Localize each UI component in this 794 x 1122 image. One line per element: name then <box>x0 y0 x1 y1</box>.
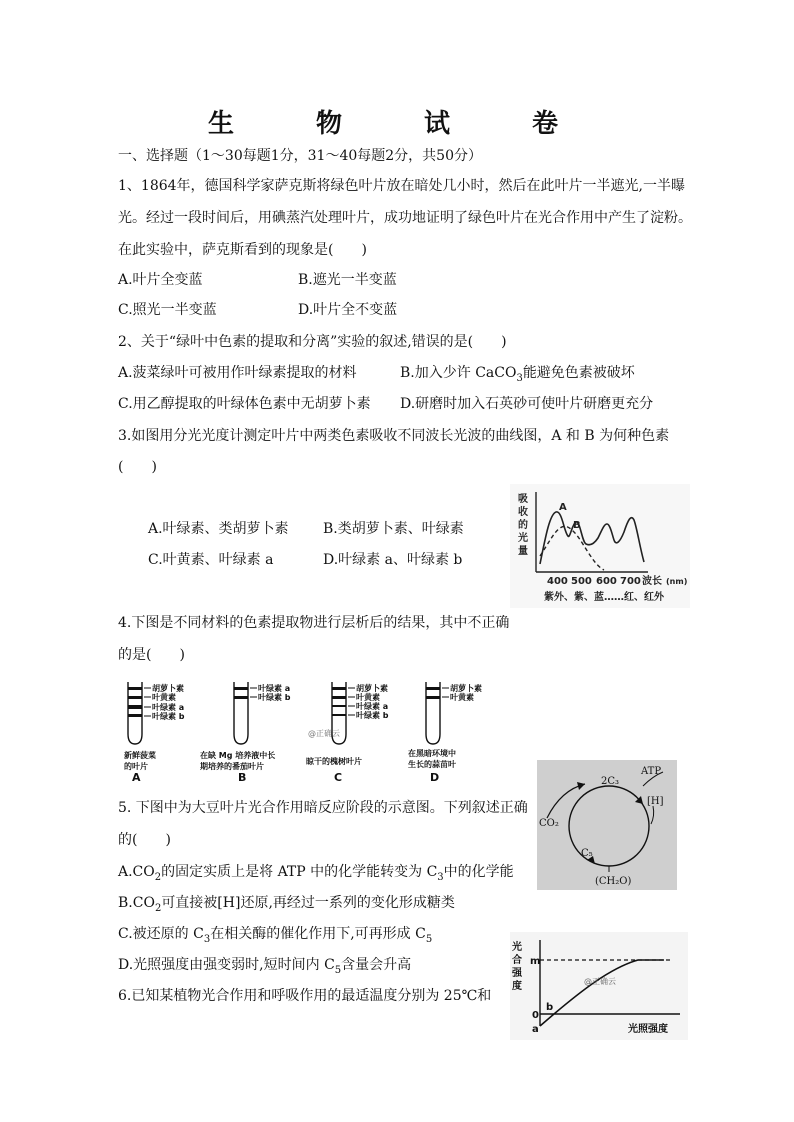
tick-600: 600 <box>596 576 617 587</box>
tick-500: 500 <box>571 576 592 587</box>
q4-stem-line1: 4.下图是不同材料的色素提取物进行层析后的结果，其中不正确 <box>118 615 510 631</box>
svg-text:叶绿素 a: 叶绿素 a <box>152 703 185 712</box>
svg-text:的叶片: 的叶片 <box>124 762 148 771</box>
curve-b <box>540 526 604 570</box>
q3-ylabel-4: 光 <box>518 533 528 544</box>
q3-option-a: A.叶绿素、类胡萝卜素 <box>148 521 289 537</box>
q1-option-d: D.叶片全不变蓝 <box>298 302 398 318</box>
q2-option-a: A.菠菜绿叶可被用作叶绿素提取的材料 <box>118 365 357 381</box>
svg-text:胡萝卜素: 胡萝卜素 <box>152 684 184 693</box>
q1-option-c: C.照光一半变蓝 <box>118 302 217 318</box>
q3-option-d: D.叶绿素 a、叶绿素 b <box>323 552 463 568</box>
svg-text:叶黄素: 叶黄素 <box>152 693 176 702</box>
q4-watermark: @正确云 <box>308 729 340 738</box>
q3-ylabel-1: 吸 <box>518 494 528 505</box>
q2-option-c: C.用乙醇提取的叶绿体色素中无胡萝卜素 <box>118 396 371 412</box>
q3-stem-line2: ( ) <box>118 459 157 475</box>
q5-option-b: $B.CO_2$可直接被[H]还原,再经过一系列的变化形成糖类 <box>118 895 455 914</box>
q3-stem-line1: 3.如图用分光光度计测定叶片中两类色素吸收不同波长光波的曲线图，A 和 B 为何种色素 <box>118 428 670 444</box>
q5-stem-line1: 5. 下图中为大豆叶片光合作用暗反应阶段的示意图。下列叙述正确 <box>118 800 528 816</box>
q1-stem-line2: 光。经过一段时间后，用碘蒸汽处理叶片，成功地证明了绿色叶片在光合作用中产生了淀粉。 <box>118 210 692 226</box>
peak-a-label: A <box>559 502 567 513</box>
q1-option-a: A.叶片全变蓝 <box>118 272 203 288</box>
svg-text:叶绿素 a: 叶绿素 a <box>356 702 389 711</box>
calvin-cycle-figure <box>537 760 677 890</box>
chromatography-figure <box>118 676 508 784</box>
q6-xlabel: 光照强度 <box>628 1024 668 1035</box>
c3-label: 2C₃ <box>601 776 620 787</box>
svg-text:C: C <box>334 771 343 784</box>
peak-b-label: B <box>573 520 581 531</box>
q5-option-d: D.光照强度由强变弱时,短时间内 $C_5$含量会升高 <box>118 957 412 976</box>
q1-option-b: B.遮光一半变蓝 <box>298 272 397 288</box>
svg-text:新鲜菠菜: 新鲜菠菜 <box>124 751 156 760</box>
tube-d <box>408 682 482 784</box>
svg-text:期培养的番茄叶片: 期培养的番茄叶片 <box>200 762 264 771</box>
page-title: 生 物 试 卷 <box>207 109 586 139</box>
tube-a <box>124 682 185 784</box>
section-heading: 一、选择题（1～30每题1分，31～40每题2分，共50分） <box>118 148 482 164</box>
svg-text:a: a <box>532 1024 539 1035</box>
svg-text:B: B <box>238 771 247 784</box>
svg-text:在黑暗环境中: 在黑暗环境中 <box>408 749 456 758</box>
q3-ylabel-3: 的 <box>518 520 528 531</box>
q3-option-b: B.类胡萝卜素、叶绿素 <box>323 521 464 537</box>
tube-b <box>200 682 291 784</box>
q2-stem: 2、关于“绿叶中色素的提取和分离”实验的叙述,错误的是( ) <box>118 334 507 350</box>
svg-text:晾干的槐树叶片: 晾干的槐树叶片 <box>306 757 362 766</box>
svg-text:度: 度 <box>512 981 522 992</box>
svg-text:0: 0 <box>532 1010 539 1021</box>
svg-text:D: D <box>430 771 440 784</box>
q3-ylabel-5: 量 <box>518 546 528 557</box>
q3-option-c: C.叶黄素、叶绿素 a <box>148 552 274 568</box>
q6-watermark: @正确云 <box>584 977 616 986</box>
absorption-spectrum-figure <box>510 484 690 608</box>
q3-unit: (nm) <box>666 577 688 586</box>
c5-label: C₅ <box>581 848 593 859</box>
q5-option-a: $A.CO_2$的固定实质上是将 ATP 中的化学能转变为 $C_3$中的化学能 <box>118 864 514 883</box>
svg-text:m: m <box>530 956 541 967</box>
q2-option-b: B.加入少许 CaCO$_3$能避免色素被破坏 <box>400 365 635 384</box>
q3-xlabel: 波长 <box>642 576 662 587</box>
ch2o-label: (CH₂O) <box>595 876 632 887</box>
q5-option-c: C.被还原的 $C_3$在相关酶的催化作用下,可再形成 $C_5$ <box>118 926 433 945</box>
svg-text:b: b <box>546 1002 554 1013</box>
q5-stem-line2: 的( ) <box>118 832 171 848</box>
light-curve-figure <box>510 932 688 1040</box>
tick-700: 700 <box>620 576 641 587</box>
svg-text:生长的蒜苗叶: 生长的蒜苗叶 <box>408 760 456 769</box>
svg-text:合: 合 <box>512 955 522 966</box>
svg-text:叶绿素 b: 叶绿素 b <box>152 712 185 721</box>
q1-stem-line3: 在此实验中，萨克斯看到的现象是( ) <box>118 242 367 258</box>
light-curve <box>540 960 664 1026</box>
q2-option-d: D.研磨时加入石英砂可使叶片研磨更充分 <box>400 396 654 412</box>
svg-text:叶黄素: 叶黄素 <box>450 693 474 702</box>
svg-text:叶黄素: 叶黄素 <box>356 693 380 702</box>
svg-text:光: 光 <box>512 942 522 953</box>
q3-bottom-label: 紫外、紫、蓝……红、红外 <box>544 592 664 603</box>
q6-stem-line1: 6.已知某植物光合作用和呼吸作用的最适温度分别为 25℃和 <box>118 988 492 1004</box>
svg-text:A: A <box>132 771 141 784</box>
q1-stem-line1: 1、1864年，德国科学家萨克斯将绿色叶片放在暗处几小时，然后在此叶片一半遮光,一半曝 <box>118 178 685 194</box>
svg-text:胡萝卜素: 胡萝卜素 <box>450 684 482 693</box>
tick-400: 400 <box>547 576 568 587</box>
curve-a <box>540 512 644 564</box>
h-label: [H] <box>647 796 664 807</box>
q4-stem-line2: 的是( ) <box>118 647 185 663</box>
svg-text:强: 强 <box>512 968 522 979</box>
svg-text:叶绿素 a: 叶绿素 a <box>258 684 291 693</box>
co2-label: CO₂ <box>539 818 559 829</box>
svg-text:胡萝卜素: 胡萝卜素 <box>356 684 388 693</box>
svg-text:在缺 Mg 培养液中长: 在缺 Mg 培养液中长 <box>200 751 276 760</box>
atp-label: ATP <box>641 766 662 777</box>
tube-c <box>306 682 389 784</box>
svg-text:叶绿素 b: 叶绿素 b <box>258 693 291 702</box>
svg-text:叶绿素 b: 叶绿素 b <box>356 711 389 720</box>
q3-ylabel-2: 收 <box>518 507 528 518</box>
